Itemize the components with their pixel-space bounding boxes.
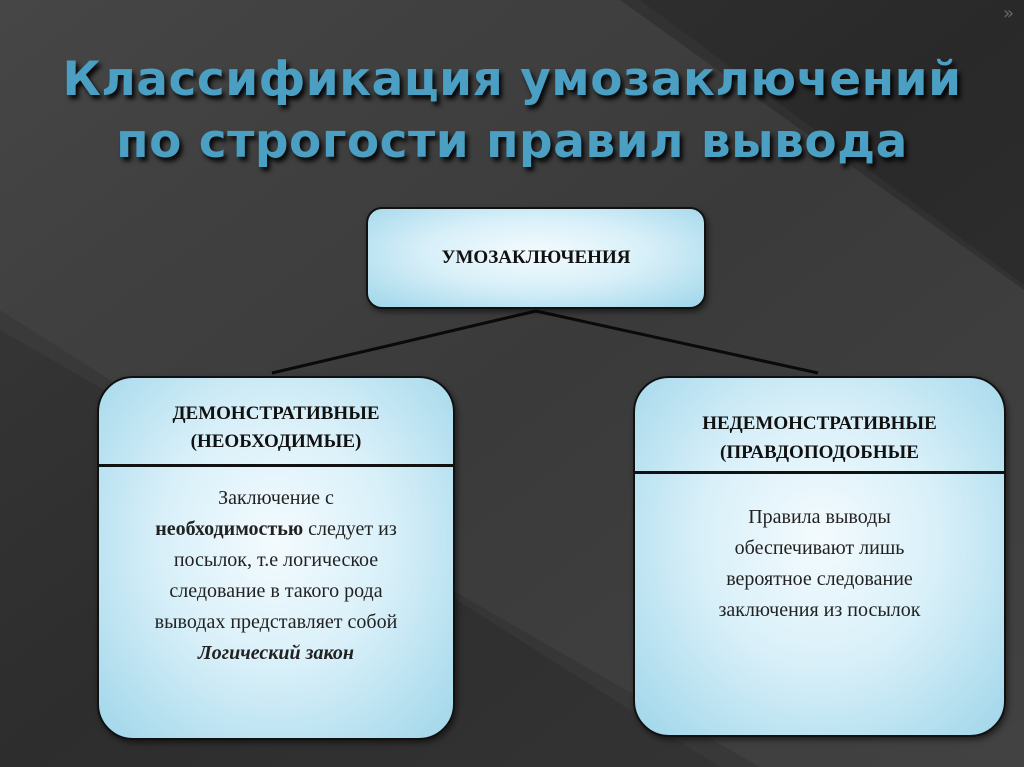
nondemonstrative-heading-line-2: (ПРАВДОПОДОБНЫЕ [720, 442, 919, 463]
root-node-box [366, 207, 706, 309]
double-chevron-right-icon: » [1002, 3, 1014, 24]
demonstrative-node-box [97, 376, 455, 740]
demonstrative-description [99, 483, 453, 669]
title-line-1: Классификация умозаключений [62, 52, 962, 107]
nondemonstrative-text-line: заключения из посылок [718, 599, 921, 621]
emphasis-necessity: необходимостью [155, 518, 304, 540]
title-line-2: по строгости правил вывода [116, 114, 908, 169]
logical-law-label: Логический закон [198, 642, 354, 664]
nondemonstrative-divider [635, 471, 1004, 474]
demonstrative-text-rest: следует из [303, 518, 397, 540]
nondemonstrative-text-line: вероятное следование [726, 568, 913, 590]
demonstrative-heading-line-2: (НЕОБХОДИМЫЕ) [190, 431, 362, 452]
root-node-label: УМОЗАКЛЮЧЕНИЯ [441, 247, 631, 268]
nondemonstrative-text-line: обеспечивают лишь [734, 537, 905, 559]
demonstrative-divider [99, 464, 453, 467]
demonstrative-text-line: выводах представляет собой [154, 611, 398, 633]
demonstrative-text-line: Заключение с [218, 487, 334, 509]
nondemonstrative-text-line: Правила выводы [748, 506, 891, 528]
demonstrative-text-line [99, 514, 453, 545]
nondemonstrative-heading-line-1: НЕДЕМОНСТРАТИВНЫЕ [702, 413, 937, 434]
demonstrative-text-line: следование в такого рода [169, 580, 383, 602]
nondemonstrative-node-box [633, 376, 1006, 737]
nondemonstrative-description [635, 502, 1004, 626]
demonstrative-text-line: посылок, т.е логическое [173, 549, 379, 571]
demonstrative-heading-line-1: ДЕМОНСТРАТИВНЫЕ [172, 403, 380, 424]
